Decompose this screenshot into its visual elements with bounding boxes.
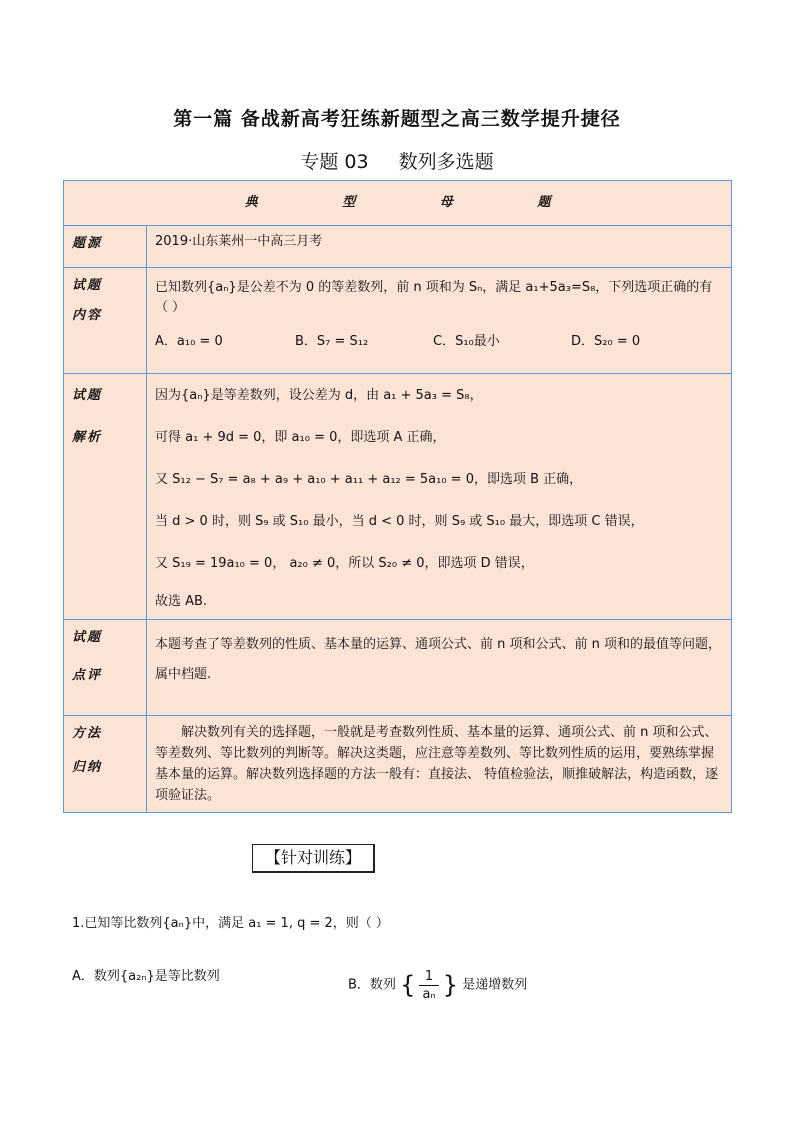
analysis-line: 又 S₁₂ − S₇ = a₈ + a₉ + a₁₀ + a₁₁ + a₁₂ = 5a₁₀ = 0，即选项 B 正确， [155, 472, 583, 487]
analysis-label: 试题 解析 [64, 374, 147, 620]
comment-label: 试题 点评 [64, 620, 147, 716]
header-char: 母 [439, 195, 453, 210]
left-brace: { [400, 971, 416, 999]
content-cell [147, 268, 732, 374]
analysis-line: 故选 AB. [155, 594, 208, 609]
analysis-line: 可得 a₁ + 9d = 0，即 a₁₀ = 0，即选项 A 正确， [155, 430, 446, 445]
header-char: 典 [244, 195, 258, 210]
method-label: 方法 归纳 [64, 716, 147, 813]
fraction-denominator: aₙ [422, 986, 436, 1002]
doc-title: 第一篇 备战新高考狂练新题型之高三数学提升捷径 [173, 108, 621, 130]
comment-text: 本题考查了等差数列的性质、基本量的运算、通项公式、前 n 项和公式、前 n 项和的最值等问题，属中档题. [155, 637, 722, 682]
option-c: C．S₁₀最小 [433, 334, 500, 349]
method-text: 解决数列有关的选择题，一般就是考查数列性质、基本量的运算、通项公式、前 n 项和公式、等差数列、等比数列的判断等。解决这类题，应注意等差数列、等比数列性质的运用，要熟练掌握基本量的运算。解决数列选择题的方法一般有：直接法、 特值检验法，顺推破解法，构造函数，逐项验证法。 [155, 725, 719, 803]
right-brace: } [442, 971, 459, 999]
header-char: 题 [537, 195, 551, 210]
question-1-option-a: A．数列{a₂ₙ}是等比数列 [72, 969, 220, 984]
option-a: A．a₁₀ = 0 [155, 334, 223, 349]
typical-problem-table [63, 180, 732, 813]
subtitle-topic-number: 专题 03 [300, 151, 369, 173]
doc-subtitle [0, 147, 794, 174]
method-cell [147, 716, 732, 813]
option-b-suffix: 是递增数列 [462, 977, 528, 993]
question-1-stem: 1.已知等比数列{aₙ}中，满足 a₁ = 1, q = 2，则（ ） [72, 916, 389, 931]
analysis-line: 又 S₁₉ = 19a₁₀ = 0， a₂₀ ≠ 0，所以 S₂₀ ≠ 0，即选项 D 错误， [155, 556, 534, 571]
analysis-cell [147, 374, 732, 620]
fraction [419, 968, 438, 1003]
analysis-line: 当 d > 0 时，则 S₉ 或 S₁₀ 最小，当 d < 0 时，则 S₉ 或 S₁₀ 最大，即选项 C 错误， [155, 514, 644, 529]
option-b-prefix: B．数列 [348, 977, 396, 993]
option-b: B．S₇ = S₁₂ [295, 334, 369, 349]
source-label: 题源 [64, 226, 147, 268]
subtitle-topic-name: 数列多选题 [398, 151, 494, 173]
table-header [64, 181, 732, 226]
fraction-numerator: 1 [419, 968, 438, 986]
analysis-line: 因为{aₙ}是等差数列，设公差为 d，由 a₁ + 5a₃ = S₈， [155, 388, 483, 403]
content-label: 试题 内容 [64, 268, 147, 374]
source-cell [147, 226, 732, 268]
question-1-option-b [348, 965, 527, 1005]
option-d: D．S₂₀ = 0 [571, 334, 641, 349]
comment-cell [147, 620, 732, 716]
source-text: 2019·山东莱州一中高三月考 [155, 234, 323, 249]
content-text: 已知数列{aₙ}是公差不为 0 的等差数列，前 n 项和为 Sₙ，满足 a₁+5a₃=S₈，下列选项正确的有（ ） [155, 280, 713, 315]
header-char: 型 [342, 195, 356, 210]
training-heading: 【针对训练】 [252, 844, 375, 873]
